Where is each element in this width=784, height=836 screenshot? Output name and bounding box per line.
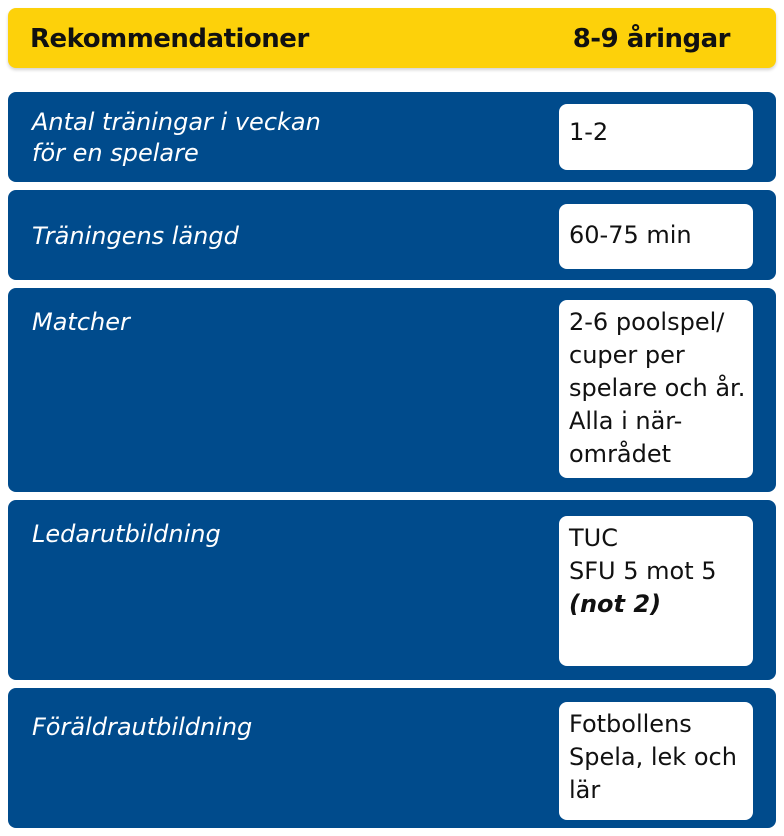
row-label <box>32 712 532 743</box>
row-label <box>32 519 532 550</box>
row-value-line: Spela, lek och <box>569 743 737 771</box>
row-label <box>32 307 532 338</box>
row-value-line: SFU 5 mot 5 <box>569 557 717 585</box>
row-value-line: Fotbollens <box>569 710 692 738</box>
row-label-line: Matcher <box>32 308 130 336</box>
row-label-line: för en spelare <box>32 139 199 167</box>
recommendation-row-leader-education <box>8 500 776 680</box>
row-label-line: Träningens längd <box>32 222 239 250</box>
row-value-box <box>559 204 753 269</box>
row-value-box <box>559 516 753 666</box>
row-value-box <box>559 702 753 820</box>
row-value-line: 2-6 poolspel/ <box>569 308 725 336</box>
row-value-box <box>559 104 753 170</box>
header-title: Rekommendationer <box>30 24 309 54</box>
row-value-line: lär <box>569 776 601 804</box>
row-label-line: Föräldrautbildning <box>32 713 253 741</box>
header-age-group: 8-9 åringar <box>572 24 730 54</box>
table-header <box>8 8 776 68</box>
recommendation-row-training-length <box>8 190 776 280</box>
row-value-note: (not 2) <box>569 590 662 618</box>
recommendation-row-trainings-per-week <box>8 92 776 182</box>
row-value-line: 60-75 min <box>569 221 692 249</box>
row-value-line: Alla i när- <box>569 407 683 435</box>
row-value-box <box>559 300 753 478</box>
recommendation-row-matches <box>8 288 776 492</box>
row-label <box>32 107 532 169</box>
row-value-line: cuper per <box>569 341 685 369</box>
recommendation-row-parent-education <box>8 688 776 828</box>
row-value-line: TUC <box>569 524 618 552</box>
row-label-line: Antal träningar i veckan <box>32 108 321 136</box>
row-value-line: 1-2 <box>569 118 609 146</box>
row-label <box>32 221 532 252</box>
row-value-line: området <box>569 440 672 468</box>
row-value-line: spelare och år. <box>569 374 746 402</box>
row-label-line: Ledarutbildning <box>32 520 221 548</box>
